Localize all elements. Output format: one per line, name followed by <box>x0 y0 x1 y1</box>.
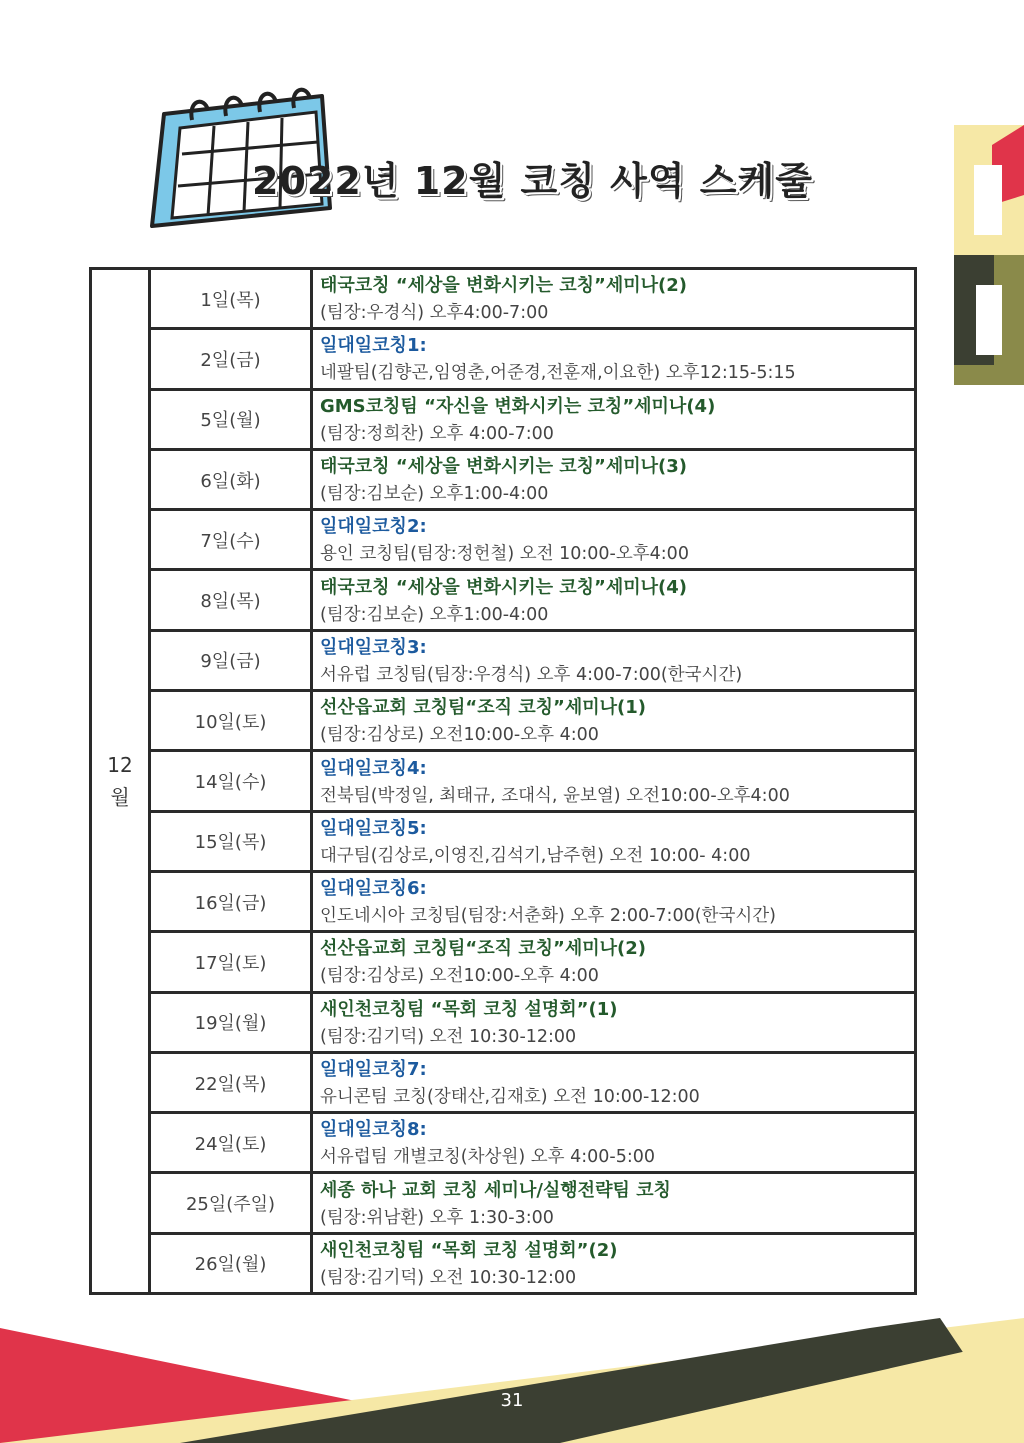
event-title: 일대일코칭1: <box>320 335 427 357</box>
table-row <box>151 451 914 511</box>
event-detail: (팀장:김상로) 오전10:00-오후 4:00 <box>320 966 599 987</box>
event-detail: 서유럽 코칭팀(팀장:우경식) 오후 4:00-7:00(한국시간) <box>320 664 743 685</box>
table-row <box>151 1235 914 1292</box>
table-row <box>151 813 914 873</box>
event-detail: (팀장:김보순) 오후1:00-4:00 <box>320 604 549 625</box>
event-title: 일대일코칭2: <box>320 516 427 538</box>
date-cell: 5일(월) <box>151 391 313 448</box>
event-detail: (팀장:우경식) 오후4:00-7:00 <box>320 303 549 324</box>
bottom-decoration <box>0 1318 1024 1443</box>
date-cell: 16일(금) <box>151 873 313 930</box>
event-title: 일대일코칭8: <box>320 1119 427 1141</box>
event-title: 일대일코칭6: <box>320 878 427 900</box>
event-title: 일대일코칭5: <box>320 817 427 839</box>
date-cell: 6일(화) <box>151 451 313 508</box>
date-cell: 14일(수) <box>151 752 313 809</box>
event-cell <box>313 511 914 568</box>
event-title: 세종 하나 교회 코칭 세미나/실행전략팀 코칭 <box>320 1179 671 1201</box>
event-cell <box>313 451 914 508</box>
event-detail: 전북팀(박정일, 최태규, 조대식, 윤보열) 오전10:00-오후4:00 <box>320 785 790 806</box>
table-row <box>151 933 914 993</box>
date-cell: 2일(금) <box>151 330 313 387</box>
date-cell: 7일(수) <box>151 511 313 568</box>
event-detail: (팀장:김상로) 오전10:00-오후 4:00 <box>320 725 599 746</box>
date-cell: 8일(목) <box>151 571 313 628</box>
table-row <box>151 873 914 933</box>
date-cell: 19일(월) <box>151 994 313 1051</box>
table-row <box>151 692 914 752</box>
event-cell <box>313 873 914 930</box>
event-title: 선산읍교회 코칭팀“조직 코칭”세미나(1) <box>320 697 646 719</box>
event-title: 일대일코칭7: <box>320 1059 427 1080</box>
event-title: GMS코칭팀 “자신을 변화시키는 코칭”세미나(4) <box>320 395 716 417</box>
event-detail: 인도네시아 코칭팀(팀장:서춘화) 오후 2:00-7:00(한국시간) <box>320 906 776 927</box>
event-detail: 대구팀(김상로,이영진,김석기,남주현) 오전 10:00- 4:00 <box>320 845 751 866</box>
table-row <box>151 330 914 390</box>
month-unit: 월 <box>110 785 130 809</box>
table-row <box>151 571 914 631</box>
event-cell <box>313 391 914 448</box>
table-row <box>151 1114 914 1174</box>
event-title: 새인천코칭팀 “목회 코칭 설명회”(1) <box>320 998 618 1020</box>
date-cell: 17일(토) <box>151 933 313 990</box>
event-detail: (팀장:김기덕) 오전 10:30-12:00 <box>320 1026 577 1047</box>
table-row <box>151 391 914 451</box>
event-detail: (팀장:위남환) 오후 1:30-3:00 <box>320 1207 554 1228</box>
event-detail: (팀장:김보순) 오후1:00-4:00 <box>320 484 549 505</box>
event-title: 태국코칭 “세상을 변화시키는 코칭”세미나(4) <box>320 576 688 598</box>
event-cell <box>313 813 914 870</box>
event-cell <box>313 1114 914 1171</box>
event-cell <box>313 692 914 749</box>
month-cell <box>92 270 151 1292</box>
event-cell <box>313 994 914 1051</box>
table-row <box>151 1054 914 1114</box>
date-cell: 25일(주일) <box>151 1174 313 1231</box>
event-cell <box>313 270 914 327</box>
event-title: 일대일코칭4: <box>320 757 427 779</box>
date-cell: 9일(금) <box>151 632 313 689</box>
event-detail: 용인 코칭팀(팀장:정헌철) 오전 10:00-오후4:00 <box>320 544 689 565</box>
event-detail: (팀장:정희찬) 오후 4:00-7:00 <box>320 423 554 444</box>
event-cell <box>313 1235 914 1292</box>
table-row <box>151 632 914 692</box>
event-cell <box>313 1174 914 1231</box>
event-title: 선산읍교회 코칭팀“조직 코칭”세미나(2) <box>320 938 646 960</box>
event-title: 태국코칭 “세상을 변화시키는 코칭”세미나(3) <box>320 456 688 478</box>
table-row <box>151 270 914 330</box>
schedule-rows <box>151 270 914 1292</box>
table-row <box>151 752 914 812</box>
date-cell: 1일(목) <box>151 270 313 327</box>
event-cell <box>313 752 914 809</box>
date-cell: 24일(토) <box>151 1114 313 1171</box>
event-cell <box>313 330 914 387</box>
side-decoration <box>954 125 1024 385</box>
event-detail: 네팔팀(김향곤,임영춘,어준경,전훈재,이요한) 오후12:15-5:15 <box>320 363 796 384</box>
event-detail: 유니콘팀 코칭(장태산,김재호) 오전 10:00-12:00 <box>320 1087 700 1107</box>
event-cell <box>313 571 914 628</box>
date-cell: 26일(월) <box>151 1235 313 1292</box>
page-title: 2022년 12월 코칭 사역 스케줄 <box>252 159 813 203</box>
event-detail: (팀장:김기덕) 오전 10:30-12:00 <box>320 1267 577 1288</box>
event-cell <box>313 632 914 689</box>
event-cell <box>313 933 914 990</box>
page-number: 31 <box>500 1390 524 1411</box>
event-cell <box>313 1054 914 1111</box>
date-cell: 10일(토) <box>151 692 313 749</box>
month-number: 12 <box>107 753 133 777</box>
event-detail: 서유럽팀 개별코칭(차상원) 오후 4:00-5:00 <box>320 1147 656 1168</box>
date-cell: 22일(목) <box>151 1054 313 1111</box>
table-row <box>151 994 914 1054</box>
event-title: 일대일코칭3: <box>320 636 427 658</box>
table-row <box>151 511 914 571</box>
schedule-table <box>89 267 917 1295</box>
event-title: 태국코칭 “세상을 변화시키는 코칭”세미나(2) <box>320 275 688 297</box>
table-row <box>151 1174 914 1234</box>
event-title: 새인천코칭팀 “목회 코칭 설명회”(2) <box>320 1239 618 1261</box>
date-cell: 15일(목) <box>151 813 313 870</box>
